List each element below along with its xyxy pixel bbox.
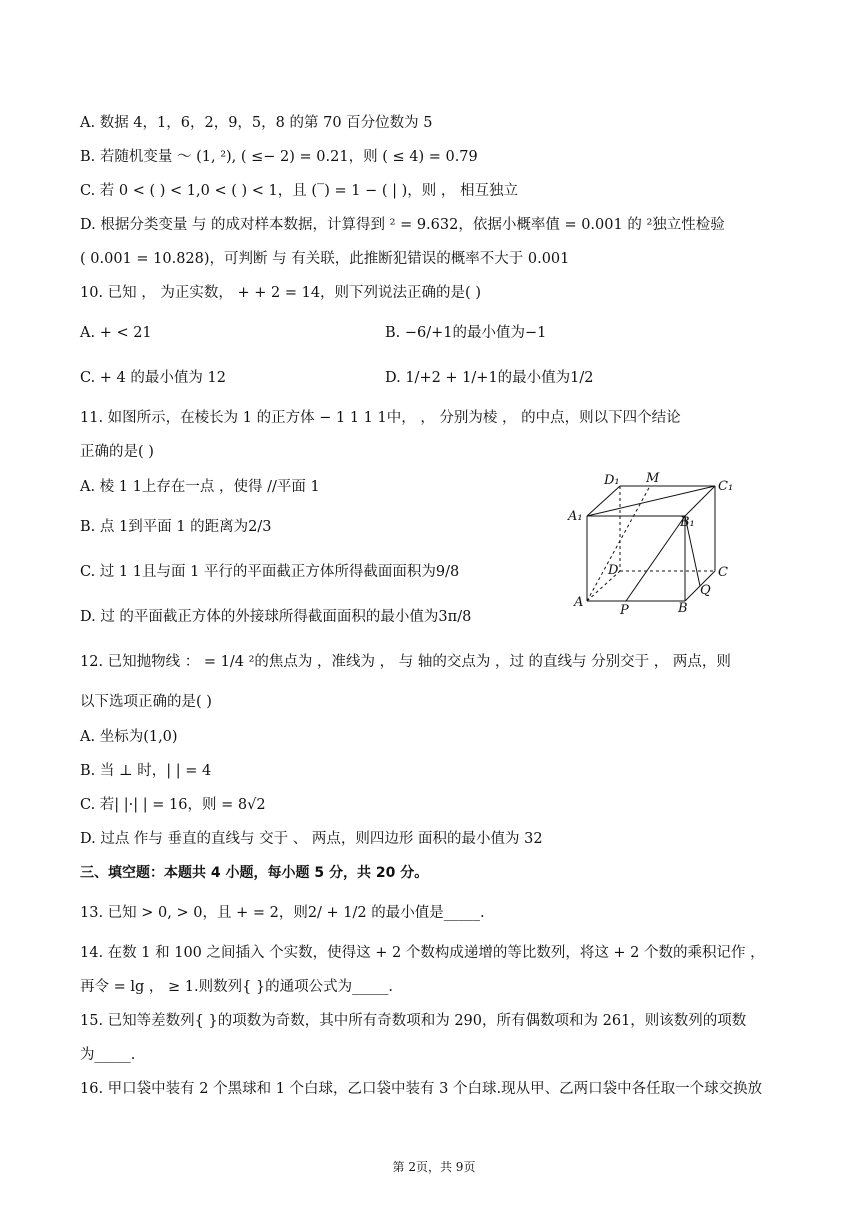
question-10: 10. 已知 ， 为正实数， + + 2 = 14，则下列说法正确的是( ) — [80, 285, 481, 301]
option-12b: B. 当 ⊥ 时，| | = 4 — [80, 763, 212, 779]
label-C: C — [718, 565, 728, 580]
option-9d: D. 根据分类变量 与 的成对样本数据，计算得到 ² = 9.632，依据小概率值 = 0.001 的 ²独立性检验 — [80, 217, 725, 233]
option-9a: A. 数据 4，1，6，2，9，5，8 的第 70 百分位数为 5 — [80, 115, 433, 131]
page-footer: 第 2页，共 9页 — [392, 1160, 476, 1174]
label-B1: B₁ — [680, 515, 695, 530]
option-11a: A. 棱 1 1上存在一点 ，使得 //平面 1 — [80, 479, 320, 495]
question-11: 11. 如图所示，在棱长为 1 的正方体 − 1 1 1 1中， ， 分别为棱 ， 的中点，则以下四个结论 — [80, 410, 681, 426]
label-B: B — [678, 601, 688, 616]
option-9d-cont: ( 0.001 = 10.828)，可判断 与 有关联，此推断犯错误的概率不大于 0.001 — [80, 251, 570, 267]
label-C1: C₁ — [718, 479, 734, 494]
option-11c: C. 过 1 1且与面 1 平行的平面截正方体所得截面面积为9/8 — [80, 564, 460, 580]
option-12d: D. 过点 作与 垂直的直线与 交于 、 两点，则四边形 面积的最小值为 32 — [80, 831, 543, 847]
question-14: 14. 在数 1 和 100 之间插入 个实数，使得这 + 2 个数构成递增的等比数列，将这 + 2 个数的乘积记作 ， — [80, 945, 765, 961]
option-9c: C. 若 0 < ( ) < 1,0 < ( ) < 1，且 (‾) = 1 − ( | )，则 ， 相互独立 — [80, 183, 519, 199]
option-11b: B. 点 1到平面 1 的距离为2/3 — [80, 519, 272, 535]
option-10d: D. 1/+2 + 1/+1的最小值为1/2 — [385, 370, 594, 386]
option-10b: B. −6/+1的最小值为−1 — [385, 325, 547, 341]
label-A: A — [574, 595, 584, 610]
section-heading: 三、填空题：本题共 4 小题，每小题 5 分，共 20 分。 — [80, 865, 429, 881]
question-15-cont: 为_____. — [80, 1047, 136, 1063]
option-9b: B. 若随机变量 ～ (1, ²), ( ≤− 2) = 0.21，则 ( ≤ 4) = 0.79 — [80, 149, 478, 165]
option-11d: D. 过 的平面截正方体的外接球所得截面面积的最小值为3π/8 — [80, 609, 472, 625]
question-16: 16. 甲口袋中装有 2 个黑球和 1 个白球，乙口袋中装有 3 个白球.现从甲、乙两口袋中各任取一个球交换放 — [80, 1081, 763, 1097]
question-14-cont: 再令 = lg ， ≥ 1.则数列{ }的通项公式为_____. — [80, 979, 394, 995]
question-13: 13. 已知 > 0, > 0，且 + = 2，则2/ + 1/2 的最小值是_____. — [80, 905, 485, 921]
question-11-cont: 正确的是( ) — [80, 444, 154, 460]
option-12a: A. 坐标为(1,0) — [80, 729, 178, 745]
option-10c: C. + 4 的最小值为 12 — [80, 370, 226, 386]
question-15: 15. 已知等差数列{ }的项数为奇数，其中所有奇数项和为 290，所有偶数项和为 261，则该数列的项数 — [80, 1013, 747, 1029]
cube-figure — [560, 468, 750, 618]
label-Q: Q — [700, 583, 711, 598]
label-D: D — [608, 563, 619, 578]
label-M: M — [646, 471, 660, 486]
question-12: 12. 已知抛物线 ： = 1/4 ²的焦点为 ，准线为 ， 与 轴的交点为 ，过 的直线与 分别交于 ， 两点，则 — [80, 654, 731, 670]
label-P: P — [620, 603, 629, 618]
label-A1: A₁ — [568, 509, 583, 524]
option-10a: A. + < 21 — [80, 325, 152, 341]
option-12c: C. 若| |·| | = 16，则 = 8√2 — [80, 797, 266, 813]
question-12-cont: 以下选项正确的是( ) — [80, 694, 212, 710]
label-D1: D₁ — [604, 473, 620, 488]
